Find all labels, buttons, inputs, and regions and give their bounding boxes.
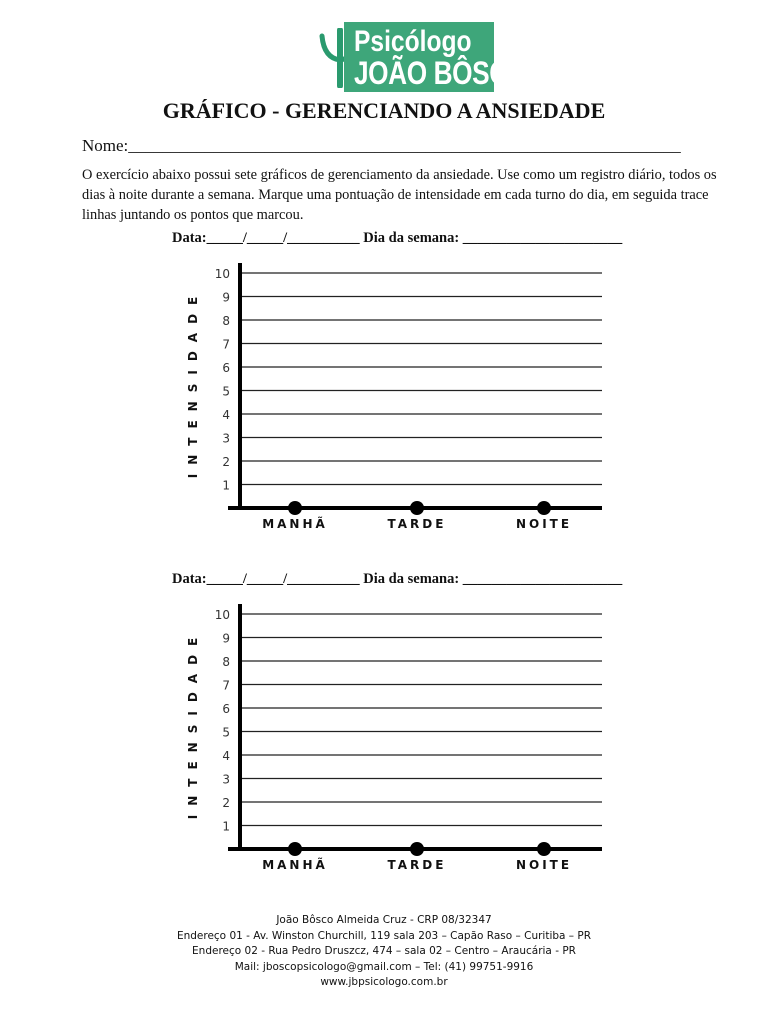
ytick-label: 10 xyxy=(214,267,230,281)
intro-text: O exercício abaixo possui sete gráficos de gerenciamento da ansiedade. Use como um registro diário, todos os dias à noite durante a semana. Marque uma pontuação de intensidade em cada turno do dia, em seguida trace linhas juntando os pontos que marcou. xyxy=(82,167,717,223)
xtick-label: MANHÃ xyxy=(262,858,328,872)
time-point-marker xyxy=(537,501,551,515)
ytick-label: 3 xyxy=(222,431,230,446)
ytick-label: 1 xyxy=(222,819,230,834)
ytick-label: 2 xyxy=(222,796,230,810)
ytick-label: 8 xyxy=(222,314,230,328)
ytick-label: 3 xyxy=(222,772,230,787)
time-point-marker xyxy=(410,501,424,515)
y-axis-label: INTENSIDADE xyxy=(186,287,200,479)
footer-line-5: www.jbpsicologo.com.br xyxy=(320,976,448,988)
ytick-label: 4 xyxy=(222,408,230,422)
ytick-label: 5 xyxy=(222,725,230,740)
y-axis-label: INTENSIDADE xyxy=(186,628,200,820)
xtick-label: NOITE xyxy=(515,517,573,531)
ytick-label: 2 xyxy=(222,455,230,469)
xtick-label: MANHÃ xyxy=(262,517,328,531)
footer-line-2: Endereço 01 - Av. Winston Churchill, 119 sala 203 – Capão Raso – Curitiba – PR xyxy=(176,929,592,942)
date-line-1[interactable]: Data:_____/_____/__________ Dia da semana: ______________________ xyxy=(172,230,623,246)
xtick-label: NOITE xyxy=(515,858,573,872)
footer-line-4: Mail: jboscopsicologo@gmail.com – Tel: (41) 99751-9916 xyxy=(234,960,534,973)
ytick-label: 8 xyxy=(222,655,230,669)
ytick-label: 9 xyxy=(222,290,230,305)
footer xyxy=(0,913,768,991)
ytick-label: 1 xyxy=(222,478,230,493)
page-title: GRÁFICO - GERENCIANDO A ANSIEDADE xyxy=(162,98,606,123)
logo xyxy=(318,22,528,92)
intensity-chart-1 xyxy=(182,255,612,540)
date-line-2[interactable]: Data:_____/_____/__________ Dia da semana: ______________________ xyxy=(172,571,623,587)
ytick-label: 4 xyxy=(222,749,230,763)
ytick-label: 7 xyxy=(222,678,230,693)
ytick-label: 9 xyxy=(222,631,230,646)
ytick-label: 6 xyxy=(222,361,230,375)
time-point-marker xyxy=(537,842,551,856)
xtick-label: TARDE xyxy=(387,858,447,872)
footer-line-1: João Bôsco Almeida Cruz - CRP 08/32347 xyxy=(276,914,492,926)
time-point-marker xyxy=(288,501,302,515)
name-field[interactable]: Nome:_________________________________________________________________ xyxy=(82,136,681,155)
logo-line1: Psicólogo xyxy=(354,25,472,58)
intensity-chart-2 xyxy=(182,596,612,881)
ytick-label: 6 xyxy=(222,702,230,716)
logo-line2: JOÃO BÔSCO xyxy=(354,55,528,91)
footer-line-3: Endereço 02 - Rua Pedro Druszcz, 474 – sala 02 – Centro – Araucária - PR xyxy=(192,945,576,957)
ytick-label: 7 xyxy=(222,337,230,352)
xtick-label: TARDE xyxy=(387,517,447,531)
ytick-label: 10 xyxy=(214,608,230,622)
time-point-marker xyxy=(288,842,302,856)
ytick-label: 5 xyxy=(222,384,230,399)
time-point-marker xyxy=(410,842,424,856)
